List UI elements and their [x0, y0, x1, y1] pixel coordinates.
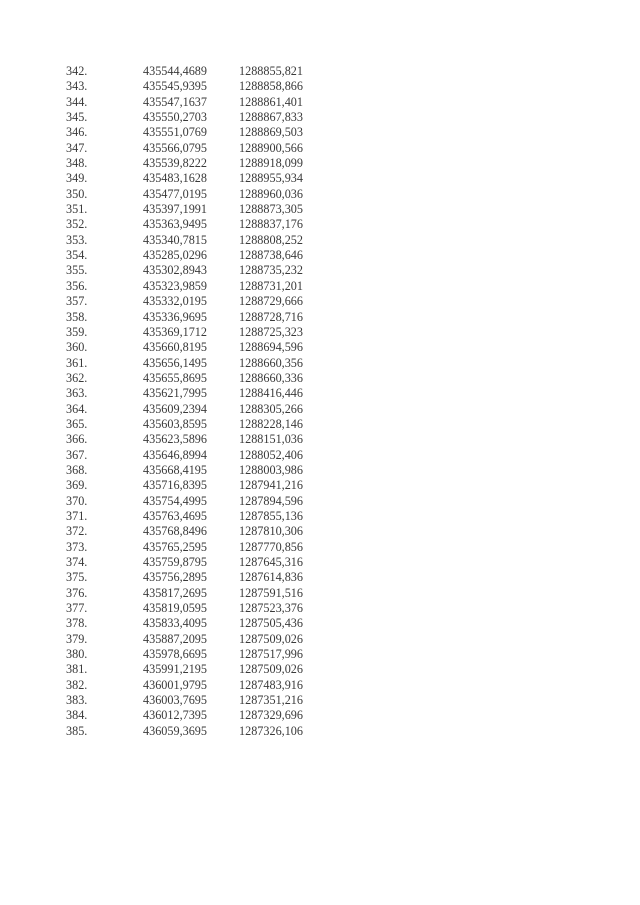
- table-row: [66, 110, 366, 125]
- y-coordinate: 1288228,146: [239, 416, 303, 431]
- point-number: 348.: [66, 156, 88, 171]
- point-number: 345.: [66, 110, 88, 125]
- x-coordinate: 435323,9859: [143, 278, 207, 293]
- table-row: [66, 509, 366, 524]
- y-coordinate: 1288855,821: [239, 64, 303, 78]
- point-number: 363.: [66, 386, 88, 401]
- y-coordinate: 1288867,833: [239, 110, 303, 125]
- table-row: [66, 524, 366, 539]
- x-coordinate: 435768,8496: [143, 524, 207, 539]
- point-number: 344.: [66, 94, 88, 109]
- y-coordinate: 1287329,696: [239, 708, 303, 723]
- y-coordinate: 1288660,336: [239, 370, 303, 385]
- point-number: 384.: [66, 708, 88, 723]
- x-coordinate: 435991,2195: [143, 662, 207, 677]
- table-row: [66, 217, 366, 232]
- x-coordinate: 435817,2695: [143, 585, 207, 600]
- table-row: [66, 632, 366, 647]
- x-coordinate: 435285,0296: [143, 248, 207, 263]
- x-coordinate: 435668,4195: [143, 462, 207, 477]
- x-coordinate: 435978,6695: [143, 647, 207, 662]
- y-coordinate: 1287591,516: [239, 585, 303, 600]
- y-coordinate: 1287810,306: [239, 524, 303, 539]
- point-number: 375.: [66, 570, 88, 585]
- point-number: 354.: [66, 248, 88, 263]
- x-coordinate: 435623,5896: [143, 432, 207, 447]
- point-number: 381.: [66, 662, 88, 677]
- y-coordinate: 1288416,446: [239, 386, 303, 401]
- x-coordinate: 435397,1991: [143, 202, 207, 217]
- point-number: 350.: [66, 186, 88, 201]
- x-coordinate: 435621,7995: [143, 386, 207, 401]
- x-coordinate: 435763,4695: [143, 508, 207, 523]
- y-coordinate: 1288735,232: [239, 263, 303, 278]
- table-row: [66, 325, 366, 340]
- x-coordinate: 435477,0195: [143, 186, 207, 201]
- point-number: 360.: [66, 340, 88, 355]
- table-row: [66, 233, 366, 248]
- y-coordinate: 1288729,666: [239, 294, 303, 309]
- y-coordinate: 1288151,036: [239, 432, 303, 447]
- table-row: [66, 171, 366, 186]
- x-coordinate: 436003,7695: [143, 693, 207, 708]
- table-row: [66, 616, 366, 631]
- table-row: [66, 662, 366, 677]
- y-coordinate: 1287770,856: [239, 539, 303, 554]
- x-coordinate: 435566,0795: [143, 140, 207, 155]
- x-coordinate: 435547,1637: [143, 94, 207, 109]
- y-coordinate: 1288694,596: [239, 340, 303, 355]
- y-coordinate: 1288873,305: [239, 202, 303, 217]
- x-coordinate: 435302,8943: [143, 263, 207, 278]
- y-coordinate: 1288738,646: [239, 248, 303, 263]
- table-row: [66, 448, 366, 463]
- table-row: [66, 540, 366, 555]
- x-coordinate: 435655,8695: [143, 370, 207, 385]
- point-number: 366.: [66, 432, 88, 447]
- table-row: [66, 248, 366, 263]
- x-coordinate: 435363,9495: [143, 217, 207, 232]
- table-row: [66, 417, 366, 432]
- point-number: 373.: [66, 539, 88, 554]
- table-row: [66, 202, 366, 217]
- x-coordinate: 435646,8994: [143, 447, 207, 462]
- point-number: 376.: [66, 585, 88, 600]
- x-coordinate: 435716,8395: [143, 478, 207, 493]
- table-row: [66, 402, 366, 417]
- point-number: 378.: [66, 616, 88, 631]
- y-coordinate: 1287483,916: [239, 677, 303, 692]
- point-number: 342.: [66, 64, 88, 78]
- table-row: [66, 601, 366, 616]
- point-number: 352.: [66, 217, 88, 232]
- y-coordinate: 1288731,201: [239, 278, 303, 293]
- y-coordinate: 1288660,356: [239, 355, 303, 370]
- table-row: [66, 279, 366, 294]
- y-coordinate: 1288003,986: [239, 462, 303, 477]
- point-number: 368.: [66, 462, 88, 477]
- point-number: 367.: [66, 447, 88, 462]
- y-coordinate: 1288858,866: [239, 79, 303, 94]
- x-coordinate: 435765,2595: [143, 539, 207, 554]
- y-coordinate: 1288305,266: [239, 401, 303, 416]
- y-coordinate: 1287894,596: [239, 493, 303, 508]
- point-number: 358.: [66, 309, 88, 324]
- point-number: 379.: [66, 631, 88, 646]
- y-coordinate: 1287855,136: [239, 508, 303, 523]
- x-coordinate: 435369,1712: [143, 324, 207, 339]
- y-coordinate: 1288728,716: [239, 309, 303, 324]
- x-coordinate: 435887,2095: [143, 631, 207, 646]
- table-row: [66, 356, 366, 371]
- table-row: [66, 570, 366, 585]
- table-row: [66, 432, 366, 447]
- x-coordinate: 435756,2895: [143, 570, 207, 585]
- table-row: [66, 586, 366, 601]
- table-row: [66, 724, 366, 739]
- y-coordinate: 1288955,934: [239, 171, 303, 186]
- point-number: 353.: [66, 232, 88, 247]
- x-coordinate: 435544,4689: [143, 64, 207, 78]
- point-number: 355.: [66, 263, 88, 278]
- table-row: [66, 678, 366, 693]
- y-coordinate: 1288837,176: [239, 217, 303, 232]
- y-coordinate: 1288900,566: [239, 140, 303, 155]
- x-coordinate: 435336,9695: [143, 309, 207, 324]
- y-coordinate: 1288725,323: [239, 324, 303, 339]
- y-coordinate: 1287941,216: [239, 478, 303, 493]
- point-number: 372.: [66, 524, 88, 539]
- y-coordinate: 1288918,099: [239, 156, 303, 171]
- y-coordinate: 1287505,436: [239, 616, 303, 631]
- y-coordinate: 1288808,252: [239, 232, 303, 247]
- x-coordinate: 435483,1628: [143, 171, 207, 186]
- y-coordinate: 1287645,316: [239, 555, 303, 569]
- x-coordinate: 435609,2394: [143, 401, 207, 416]
- y-coordinate: 1287326,106: [239, 723, 303, 738]
- x-coordinate: 435754,4995: [143, 493, 207, 508]
- table-row: [66, 141, 366, 156]
- y-coordinate: 1287509,026: [239, 631, 303, 646]
- table-row: [66, 79, 366, 94]
- point-number: 377.: [66, 601, 88, 616]
- table-row: [66, 64, 366, 79]
- x-coordinate: 436059,3695: [143, 723, 207, 738]
- table-row: [66, 555, 366, 570]
- point-number: 364.: [66, 401, 88, 416]
- table-row: [66, 156, 366, 171]
- x-coordinate: 435551,0769: [143, 125, 207, 140]
- y-coordinate: 1287509,026: [239, 662, 303, 677]
- y-coordinate: 1287351,216: [239, 693, 303, 708]
- x-coordinate: 435550,2703: [143, 110, 207, 125]
- point-number: 374.: [66, 555, 88, 569]
- point-number: 382.: [66, 677, 88, 692]
- table-row: [66, 294, 366, 309]
- x-coordinate: 435660,8195: [143, 340, 207, 355]
- point-number: 385.: [66, 723, 88, 738]
- table-row: [66, 386, 366, 401]
- point-number: 359.: [66, 324, 88, 339]
- x-coordinate: 435759,8795: [143, 555, 207, 569]
- y-coordinate: 1288052,406: [239, 447, 303, 462]
- table-row: [66, 371, 366, 386]
- x-coordinate: 435819,0595: [143, 601, 207, 616]
- coordinate-table: [66, 64, 366, 739]
- x-coordinate: 436012,7395: [143, 708, 207, 723]
- point-number: 357.: [66, 294, 88, 309]
- table-row: [66, 463, 366, 478]
- table-row: [66, 693, 366, 708]
- table-row: [66, 340, 366, 355]
- point-number: 362.: [66, 370, 88, 385]
- table-row: [66, 647, 366, 662]
- x-coordinate: 435603,8595: [143, 416, 207, 431]
- table-row: [66, 263, 366, 278]
- x-coordinate: 435539,8222: [143, 156, 207, 171]
- point-number: 369.: [66, 478, 88, 493]
- y-coordinate: 1288960,036: [239, 186, 303, 201]
- table-row: [66, 478, 366, 493]
- table-row: [66, 187, 366, 202]
- point-number: 349.: [66, 171, 88, 186]
- x-coordinate: 435656,1495: [143, 355, 207, 370]
- point-number: 356.: [66, 278, 88, 293]
- table-row: [66, 125, 366, 140]
- point-number: 347.: [66, 140, 88, 155]
- y-coordinate: 1288869,503: [239, 125, 303, 140]
- point-number: 365.: [66, 416, 88, 431]
- point-number: 361.: [66, 355, 88, 370]
- x-coordinate: 435833,4095: [143, 616, 207, 631]
- point-number: 383.: [66, 693, 88, 708]
- table-row: [66, 310, 366, 325]
- x-coordinate: 435332,0195: [143, 294, 207, 309]
- point-number: 343.: [66, 79, 88, 94]
- point-number: 346.: [66, 125, 88, 140]
- y-coordinate: 1287614,836: [239, 570, 303, 585]
- point-number: 370.: [66, 493, 88, 508]
- x-coordinate: 435340,7815: [143, 232, 207, 247]
- point-number: 351.: [66, 202, 88, 217]
- y-coordinate: 1287517,996: [239, 647, 303, 662]
- table-row: [66, 95, 366, 110]
- table-row: [66, 494, 366, 509]
- table-row: [66, 708, 366, 723]
- y-coordinate: 1287523,376: [239, 601, 303, 616]
- x-coordinate: 436001,9795: [143, 677, 207, 692]
- point-number: 371.: [66, 508, 88, 523]
- x-coordinate: 435545,9395: [143, 79, 207, 94]
- y-coordinate: 1288861,401: [239, 94, 303, 109]
- point-number: 380.: [66, 647, 88, 662]
